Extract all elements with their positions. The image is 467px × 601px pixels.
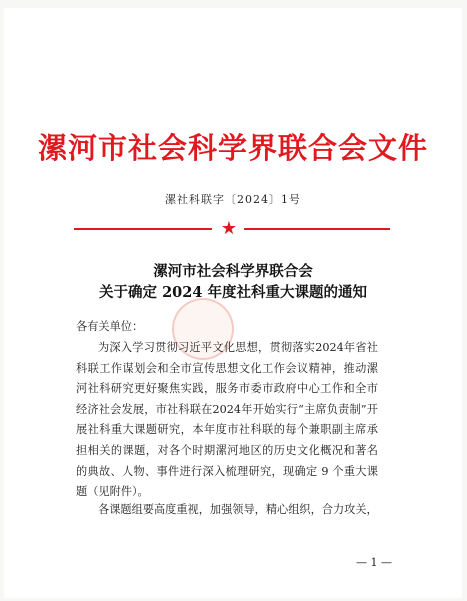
body-paragraph-1: 为深入学习贯彻习近平文化思想，贯彻落实2024年省社科联工作谋划会和全市宣传思想文化工作会议精神，推动漯河社科研究更好聚焦实践，服务市委市政府中心工作和全市经济社会发展，市社科联在2024年开始实行“主席负责制”开展社科重大课题研究，本年度市社科联的每个兼职副主席承担相关的课题，对各个时期漯河地区的历史文化概况和著名的典故、人物、事件进行深入梳理研究，现确定 9 个重大课题（见附件）。	[76, 341, 378, 499]
document-page	[4, 8, 462, 598]
notice-title-line-2: 关于确定 2024 年度社科重大课题的通知	[99, 284, 367, 301]
document-header-title: 漯河市社会科学界联合会文件	[37, 131, 428, 165]
body-paragraph-2: 各课题组要高度重视，加强领导，精心组织，合力攻关，	[98, 503, 378, 516]
divider-line-right	[244, 228, 390, 230]
salutation: 各有关单位：	[76, 320, 144, 333]
notice-title-line-1: 漯河市社会科学界联合会	[153, 263, 313, 280]
divider-line-left	[74, 228, 212, 230]
star-icon: ★	[220, 218, 238, 239]
page-number: — 1 —	[356, 556, 392, 569]
document-number: 漯社科联字〔2024〕1号	[165, 193, 301, 206]
red-divider	[4, 218, 462, 239]
